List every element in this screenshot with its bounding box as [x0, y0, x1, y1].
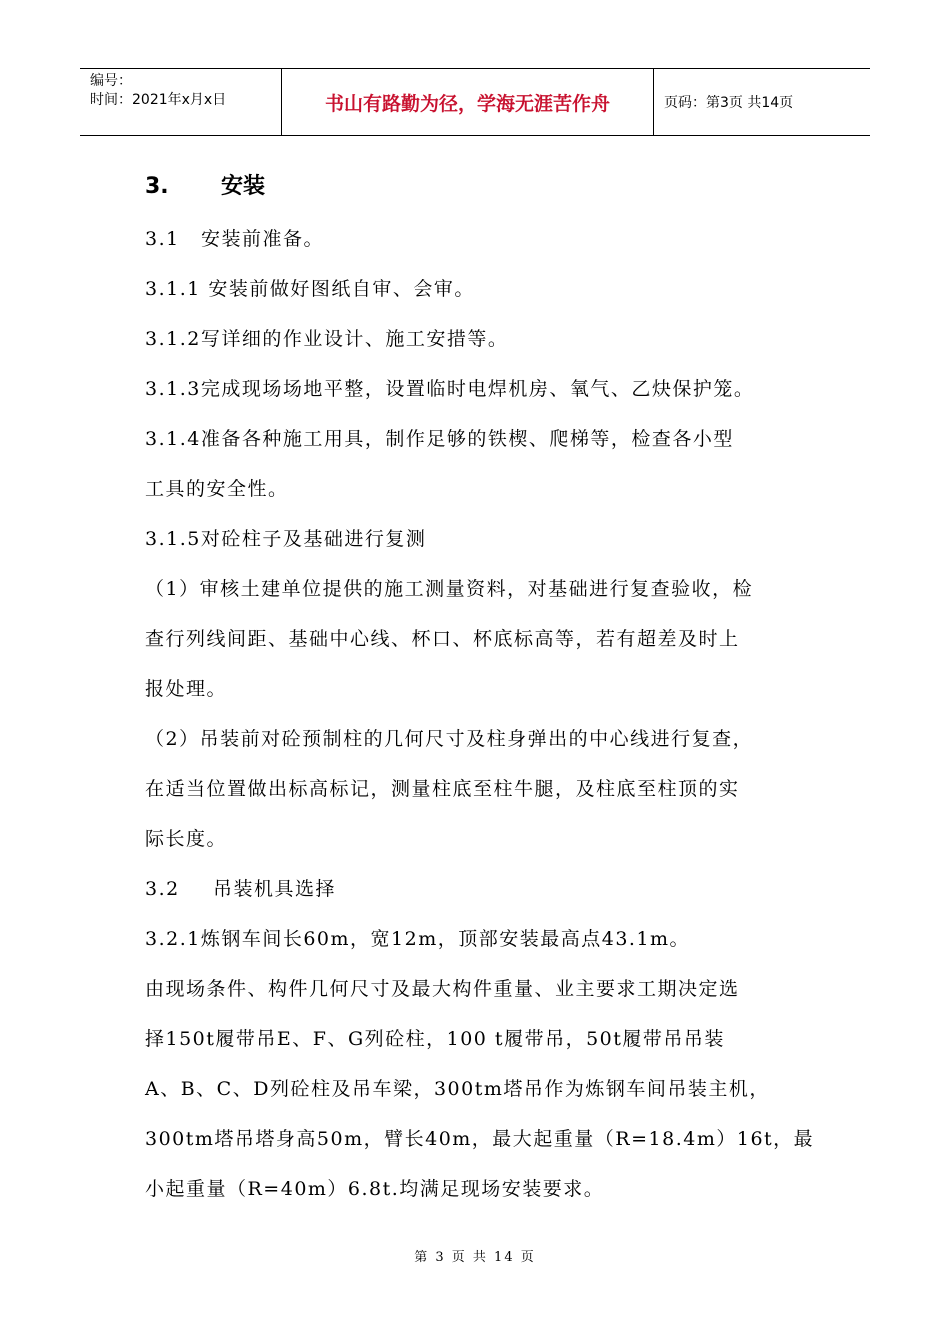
body-line: 际长度。 [145, 828, 228, 850]
header-page-info: 页码：第3页 共14页 [664, 95, 794, 111]
body-line: 300tm塔吊塔身高50m，臂长40m，最大起重量（R=18.4m）16t，最 [145, 1128, 815, 1150]
body-line: 报处理。 [145, 678, 228, 700]
body-line: 择150t履带吊E、F、G列砼柱，100 t履带吊，50t履带吊吊装 [145, 1028, 725, 1050]
subsection-title: 吊装机具选择 [213, 878, 337, 900]
body-line: 工具的安全性。 [145, 478, 289, 500]
number-label: 编号： [90, 73, 132, 89]
body-line: 3.1.5对砼柱子及基础进行复测 [145, 528, 427, 550]
body-line: 3.2.1炼钢车间长60m，宽12m，顶部安装最高点43.1m。 [145, 928, 691, 950]
section-heading [145, 160, 825, 214]
subsection-heading [145, 214, 825, 264]
section-title: 安装 [221, 174, 266, 199]
body-line: 查行列线间距、基础中心线、杯口、杯底标高等，若有超差及时上 [145, 628, 740, 650]
body-line: （2）吊装前对砼预制柱的几何尺寸及柱身弹出的中心线进行复查， [145, 728, 754, 750]
subsection-heading [145, 864, 825, 914]
subsection-number: 3.2 [145, 878, 180, 900]
body-line: A、B、C、D列砼柱及吊车梁，300tm塔吊作为炼钢车间吊装主机， [145, 1078, 770, 1100]
subsection-title: 安装前准备。 [201, 228, 325, 250]
page-footer: 第 3 页 共 14 页 [414, 1250, 536, 1265]
time-label: 时间：2021年x月x日 [90, 92, 227, 108]
header-motto: 书山有路勤为径，学海无涯苦作舟 [282, 69, 654, 135]
section-number: 3. [145, 174, 169, 199]
body-line: 由现场条件、构件几何尺寸及最大构件重量、业主要求工期决定选 [145, 978, 740, 1000]
body-line: 3.1.4准备各种施工用具，制作足够的铁楔、爬梯等，检查各小型 [145, 428, 734, 450]
body-line: 3.1.1 安装前做好图纸自审、会审。 [145, 278, 475, 300]
body-line: 小起重量（R=40m）6.8t.均满足现场安装要求。 [145, 1178, 605, 1200]
header-meta [80, 69, 282, 135]
document-body [145, 160, 825, 1214]
body-line: 在适当位置做出标高标记，测量柱底至柱牛腿，及柱底至柱顶的实 [145, 778, 740, 800]
body-line: 3.1.2写详细的作业设计、施工安措等。 [145, 328, 509, 350]
subsection-number: 3.1 [145, 228, 180, 250]
page-header [80, 68, 870, 136]
body-line: 3.1.3完成现场场地平整，设置临时电焊机房、氧气、乙炔保护笼。 [145, 378, 755, 400]
body-line: （1）审核土建单位提供的施工测量资料，对基础进行复查验收，检 [145, 578, 754, 600]
